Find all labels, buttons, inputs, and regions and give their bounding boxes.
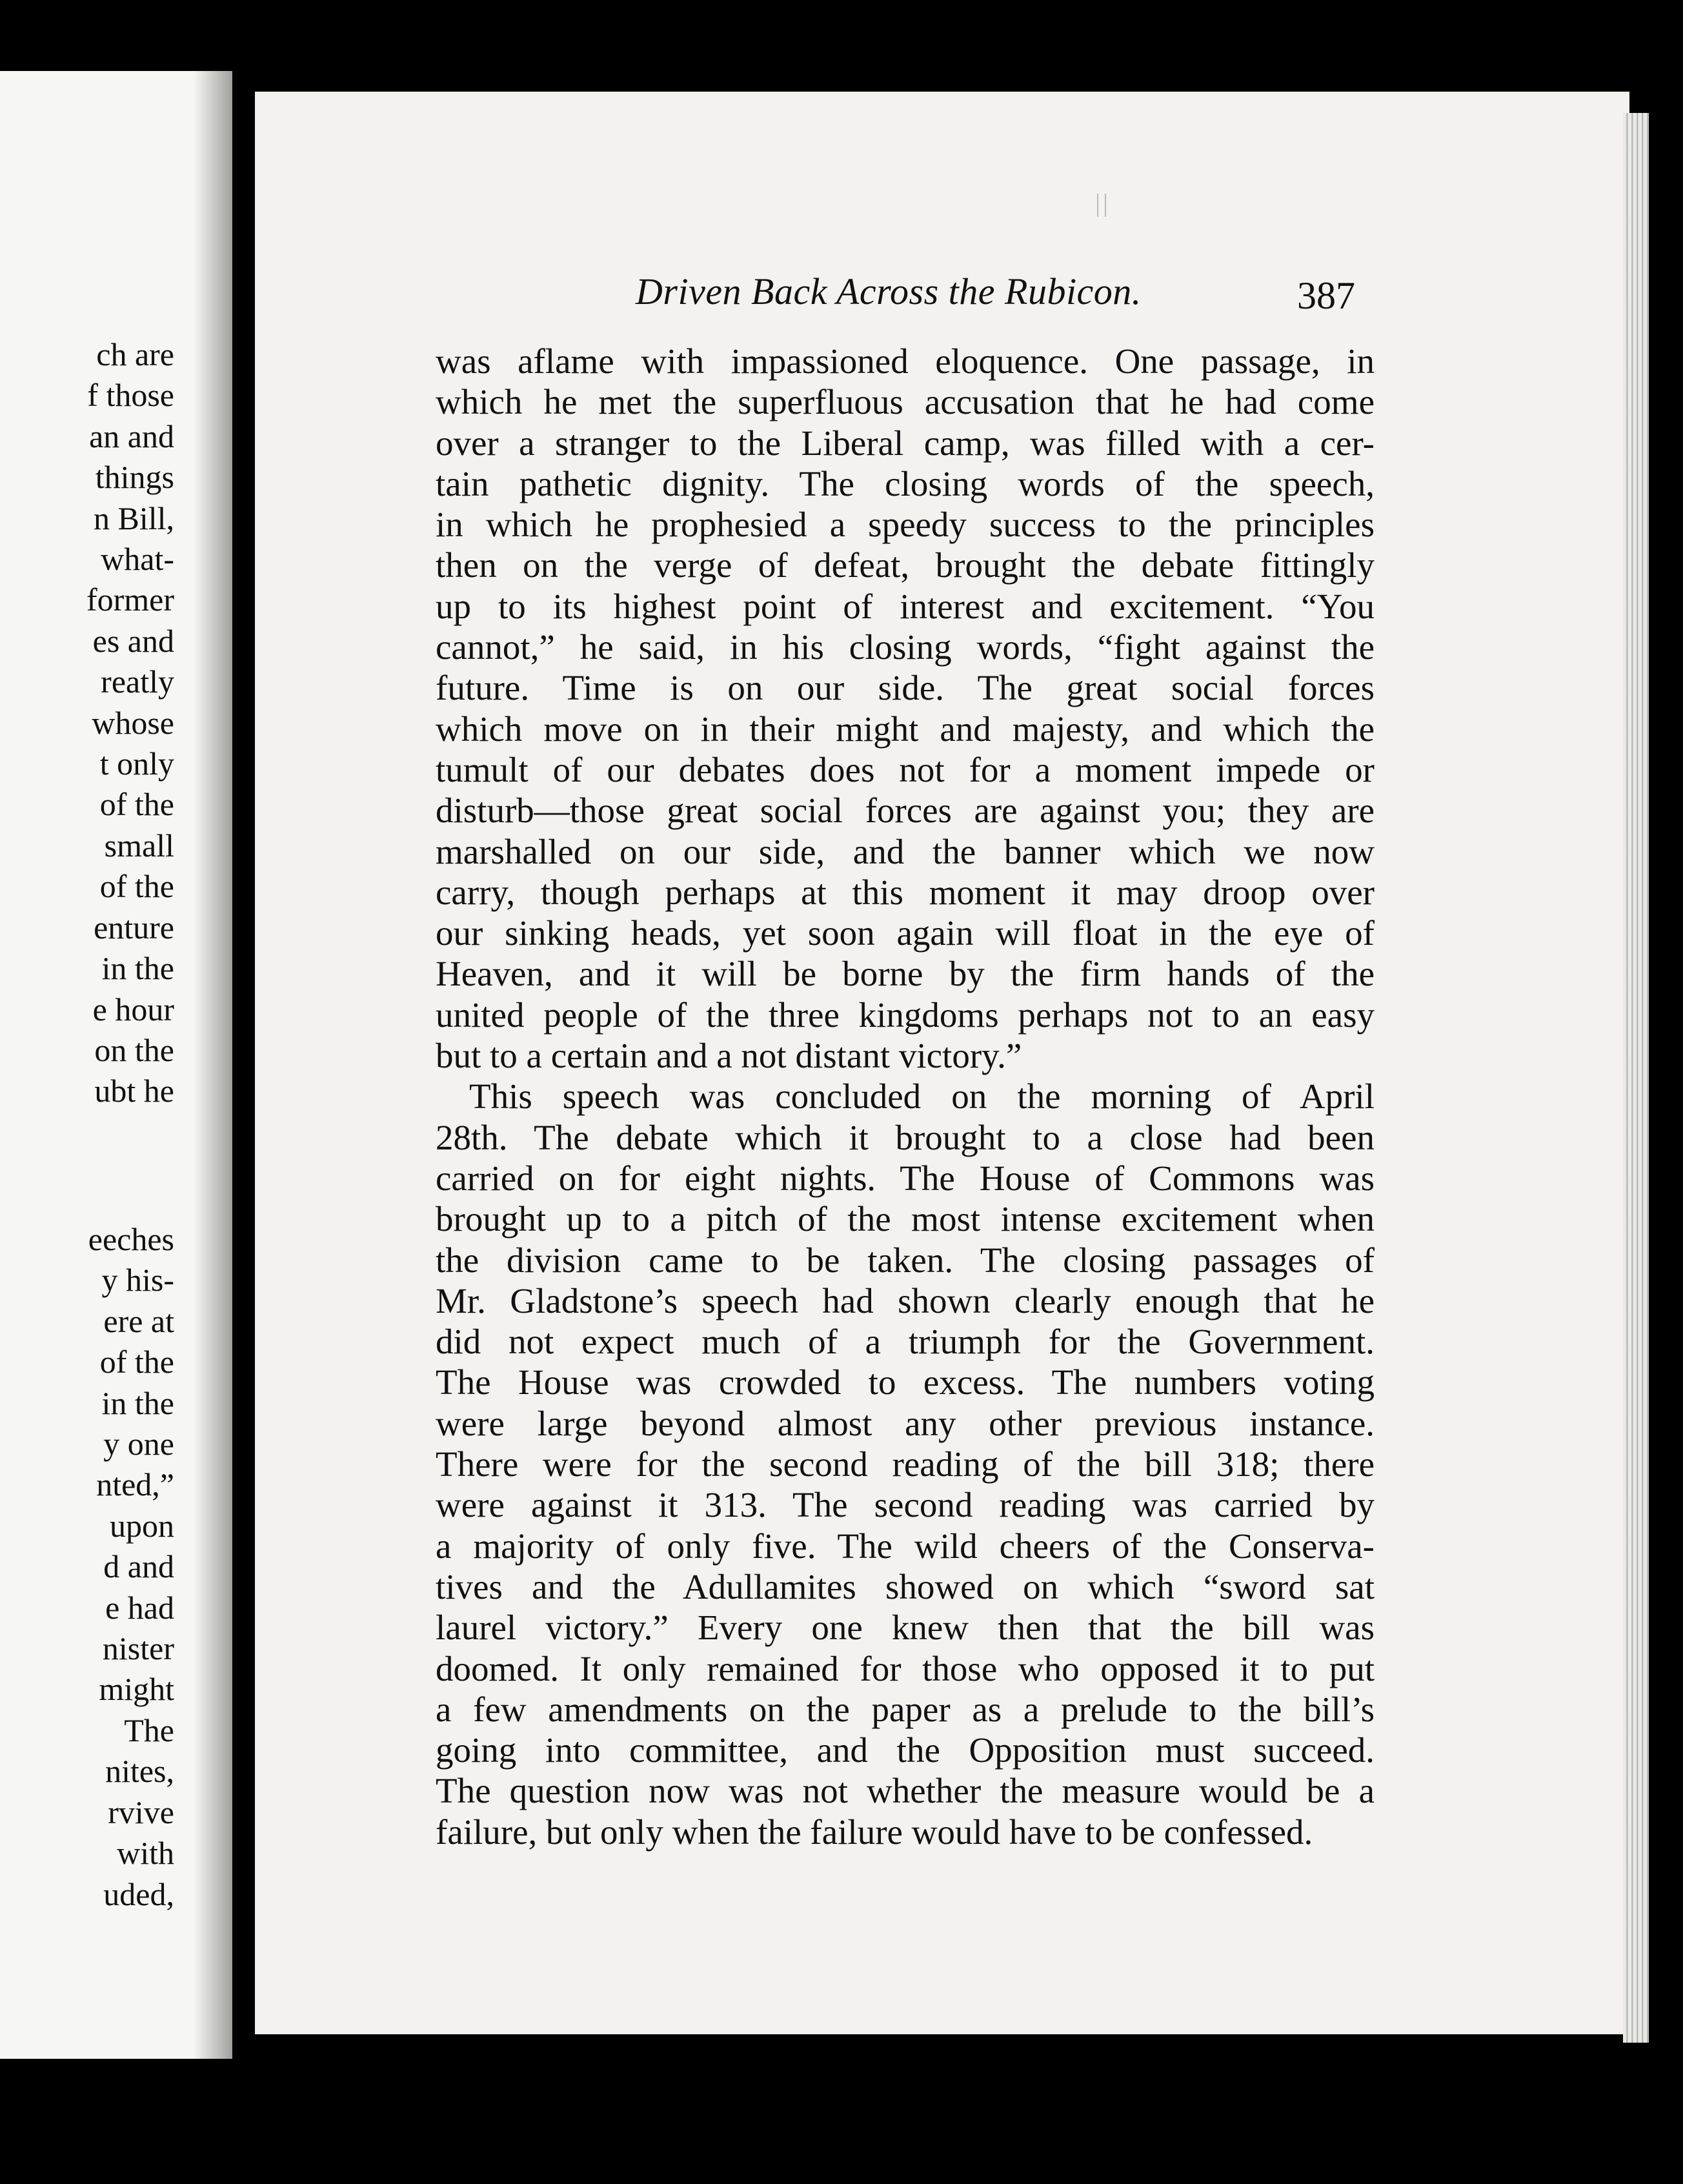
text-line: 28th. The debate which it brought to a close had been xyxy=(436,1117,1375,1157)
text-line: the division came to be taken. The closing passages of xyxy=(436,1240,1375,1280)
left-text-fragment: nister xyxy=(102,1630,174,1667)
left-text-fragment: of the xyxy=(99,868,174,905)
text-line: cannot,” he said, in his closing words, “fight against the xyxy=(436,627,1375,667)
left-text-fragment: n Bill, xyxy=(93,500,174,536)
text-line: united people of the three kingdoms perhaps not to an easy xyxy=(436,995,1375,1035)
left-text-fragment: ubt he xyxy=(94,1073,174,1109)
left-text-fragment: might xyxy=(99,1671,174,1708)
gutter-shadow xyxy=(194,71,232,2059)
left-text-fragment: t only xyxy=(99,745,174,782)
left-text-fragment: things xyxy=(95,459,174,496)
text-line: tives and the Adullamites showed on which “sword sat xyxy=(436,1566,1375,1606)
left-text-fragment: nites, xyxy=(105,1753,174,1790)
text-line: The House was crowded to excess. The numbers voting xyxy=(436,1362,1375,1402)
left-text-fragment: on the xyxy=(94,1031,174,1068)
text-line: did not expect much of a triumph for the Government. xyxy=(436,1322,1375,1362)
left-text-fragment: in the xyxy=(101,950,174,987)
left-text-fragment: an and xyxy=(89,418,174,454)
page-number: 387 xyxy=(1297,274,1355,317)
left-text-fragment: f those xyxy=(87,377,174,414)
text-line: going into committee, and the Opposition must succeed. xyxy=(436,1730,1375,1770)
text-line: The question now was not whether the measure would be a xyxy=(436,1771,1375,1811)
left-text-fragment: ch are xyxy=(96,336,174,372)
left-text-fragment: e hour xyxy=(92,991,174,1027)
left-text-fragment: y his- xyxy=(101,1262,174,1299)
text-line: which move on in their might and majesty, and which the xyxy=(436,709,1375,749)
print-mark xyxy=(1097,194,1106,217)
text-line: tain pathetic dignity. The closing words of the speech, xyxy=(436,463,1375,503)
text-line: was aflame with impassioned eloquence. One passage, in xyxy=(436,341,1375,381)
text-line: then on the verge of defeat, brought the debate fittingly xyxy=(436,545,1375,585)
left-text-fragment: upon xyxy=(110,1507,174,1544)
text-line: carried on for eight nights. The House of Commons was xyxy=(436,1158,1375,1198)
left-text-fragment: nted,” xyxy=(96,1466,174,1503)
left-page-text-block-2 xyxy=(88,1219,174,1915)
text-line: doomed. It only remained for those who opposed it to put xyxy=(436,1648,1375,1688)
text-line: This speech was concluded on the morning of April xyxy=(469,1077,1375,1117)
text-line: disturb—those great social forces are against you; they are xyxy=(436,791,1375,831)
left-text-fragment: The xyxy=(124,1712,174,1748)
text-line: carry, though perhaps at this moment it may droop over xyxy=(436,872,1375,912)
text-line: a majority of only five. The wild cheers of the Conserva- xyxy=(436,1526,1375,1566)
left-text-fragment: enture xyxy=(94,909,174,945)
text-line: but to a certain and a not distant victory.” xyxy=(436,1036,1022,1076)
left-text-fragment: reatly xyxy=(101,663,174,700)
left-text-fragment: y one xyxy=(103,1426,174,1462)
text-line: tumult of our debates does not for a moment impede or xyxy=(436,749,1375,789)
text-line: laurel victory.” Every one knew then that the bill was xyxy=(436,1608,1375,1648)
text-line: in which he prophesied a speedy success to the principles xyxy=(436,505,1375,545)
body-text xyxy=(436,341,1375,1852)
left-text-fragment: of the xyxy=(99,786,174,823)
text-line: failure, but only when the failure would have to be confessed. xyxy=(436,1812,1313,1852)
text-line: were against it 313. The second reading was carried by xyxy=(436,1485,1375,1525)
text-line: up to its highest point of interest and excitement. “You xyxy=(436,586,1375,626)
text-line: which he met the superfluous accusation that he had come xyxy=(436,382,1375,422)
text-line: There were for the second reading of the bill 318; there xyxy=(436,1444,1375,1484)
running-head: Driven Back Across the Rubicon. xyxy=(636,270,1142,312)
left-text-fragment: of the xyxy=(99,1344,174,1380)
text-line: brought up to a pitch of the most intense excitement when xyxy=(436,1199,1375,1239)
left-text-fragment: with xyxy=(117,1835,174,1872)
text-line: marshalled on our side, and the banner which we now xyxy=(436,831,1375,871)
left-text-fragment: small xyxy=(104,827,174,864)
left-text-fragment: in the xyxy=(101,1384,174,1421)
left-text-fragment: former xyxy=(86,581,174,618)
text-line: over a stranger to the Liberal camp, was filled with a cer- xyxy=(436,423,1375,463)
left-text-fragment: whose xyxy=(92,704,174,741)
left-text-fragment: es and xyxy=(92,622,174,659)
left-text-fragment: e had xyxy=(105,1589,174,1626)
left-text-fragment: d and xyxy=(103,1548,174,1585)
text-line: Heaven, and it will be borne by the firm hands of the xyxy=(436,954,1375,994)
left-text-fragment: what- xyxy=(101,541,174,578)
left-text-fragment: eeches xyxy=(88,1221,174,1257)
text-line: were large beyond almost any other previous instance. xyxy=(436,1403,1375,1443)
left-text-fragment: ere at xyxy=(103,1302,174,1339)
left-page-text-block-1 xyxy=(86,334,174,1112)
page-edges xyxy=(1623,113,1649,2043)
left-text-fragment: rvive xyxy=(108,1794,174,1830)
text-line: Mr. Gladstone’s speech had shown clearly enough that he xyxy=(436,1280,1375,1320)
text-line: a few amendments on the paper as a prelude to the bill’s xyxy=(436,1689,1375,1729)
text-line: future. Time is on our side. The great social forces xyxy=(436,668,1375,708)
text-line: our sinking heads, yet soon again will float in the eye of xyxy=(436,913,1375,953)
left-text-fragment: uded, xyxy=(103,1876,174,1912)
